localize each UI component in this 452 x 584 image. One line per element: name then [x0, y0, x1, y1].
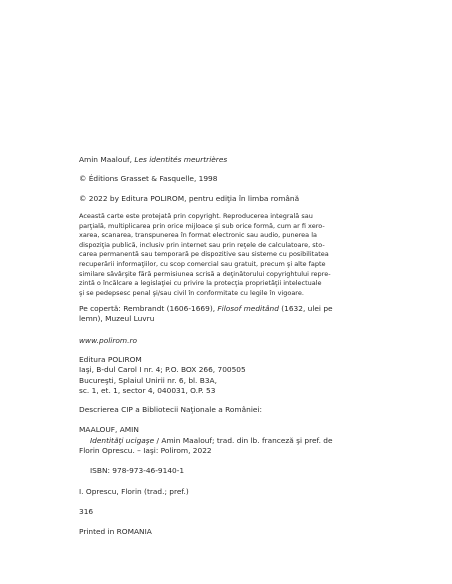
- original-title: Les identités meurtrières: [134, 155, 228, 164]
- cip-entry-line2: Florin Oprescu. – Iaşi: Polirom, 2022: [79, 446, 212, 455]
- isbn: ISBN: 978-973-46-9140-1: [90, 466, 185, 475]
- rights-notice-line: dispoziţia publică, inclusiv prin internet sau prin reţele de calculatoare, sto-: [79, 240, 325, 249]
- publisher-line: Iaşi, B-dul Carol I nr. 4; P.O. BOX 266, 700505: [79, 365, 246, 375]
- cover-credit-rest: (1632, ulei pe: [278, 304, 333, 313]
- original-copyright: © Éditions Grasset & Fasquelle, 1998: [79, 174, 218, 183]
- original-author: Amin Maalouf,: [79, 155, 132, 164]
- cip-title: Identităţi ucigaşe: [90, 436, 155, 445]
- rights-notice: [79, 212, 376, 298]
- cip-entry: [79, 436, 376, 446]
- publisher-line: Editura POLIROM: [79, 355, 142, 364]
- rights-notice-line: Această carte este protejată prin copyright. Reproducerea integrală sau: [79, 212, 313, 220]
- edition-copyright: © 2022 by Editura POLIROM, pentru ediţia în limba română: [79, 194, 300, 203]
- original-edition-line: [79, 155, 376, 165]
- printed-in: Printed in ROMANIA: [79, 527, 152, 536]
- publisher-address: [79, 355, 376, 396]
- publisher-line: sc. 1, et. 1, sector 4, 040031, O.P. 53: [79, 385, 216, 395]
- cip-heading: Descrierea CIP a Bibliotecii Naţionale a României:: [79, 405, 262, 414]
- publisher-line: Bucureşti, Splaiul Unirii nr. 6, bl. B3A,: [79, 375, 217, 385]
- cip-classification: 316: [79, 507, 94, 516]
- cip-entry-rest: / Amin Maalouf; trad. din lb. franceză şi pref. de: [154, 436, 333, 445]
- rights-notice-line: similare săvârşite fără permisiunea scrisă a deţinătorului copyrightului repre-: [79, 269, 331, 278]
- rights-notice-line: xarea, scanarea, transpunerea în format electronic sau audio, punerea la: [79, 231, 317, 240]
- rights-notice-line: recuperării informaţiilor, cu scop comercial sau gratuit, precum şi alte fapte: [79, 259, 326, 268]
- cip-contributor: I. Oprescu, Florin (trad.; pref.): [79, 487, 189, 496]
- rights-notice-line: zintă o încălcare a legislaţiei cu privire la protecţia proprietăţii intelectuale: [79, 279, 322, 288]
- rights-notice-line: parţială, multiplicarea prin orice mijloace şi sub orice formă, cum ar fi xero-: [79, 221, 325, 230]
- cover-credit: [79, 304, 376, 325]
- website: www.polirom.ro: [79, 336, 137, 345]
- cip-author: MAALOUF, AMIN: [79, 425, 139, 434]
- rights-notice-line: şi se pedepsesc penal şi/sau civil în conformitate cu legile în vigoare.: [79, 288, 304, 297]
- cover-credit-line2: lemn), Muzeul Luvru: [79, 314, 155, 324]
- cover-painting-title: Filosof meditând: [217, 304, 279, 313]
- cover-credit-prefix: Pe copertă: Rembrandt (1606-1669),: [79, 304, 218, 313]
- rights-notice-line: carea permanentă sau temporară pe dispozitive sau sisteme cu posibilitatea: [79, 250, 329, 259]
